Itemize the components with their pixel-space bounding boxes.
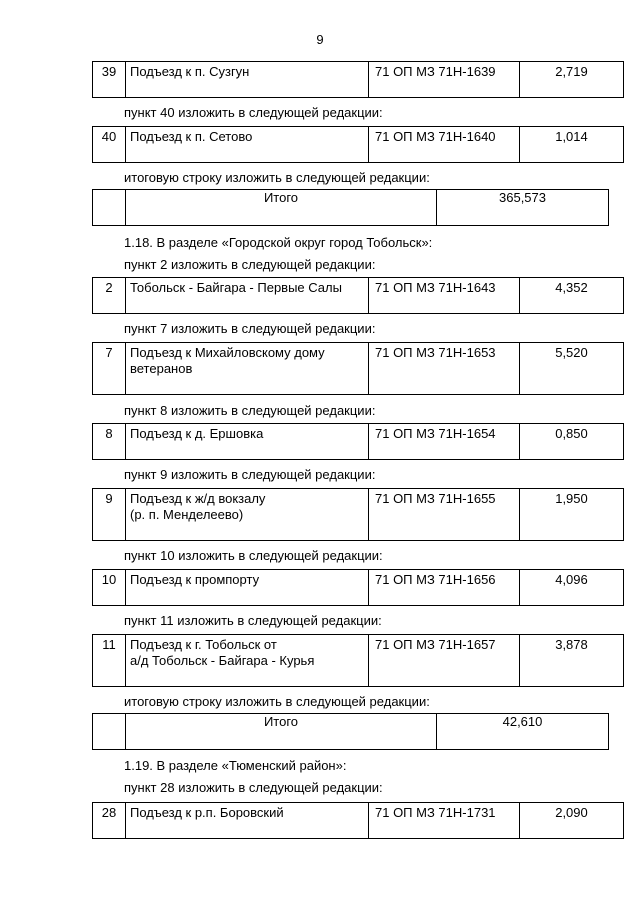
row-number-cell: 8 (93, 424, 126, 460)
table-row (93, 424, 624, 460)
road-name-cell (126, 278, 369, 314)
road-name-line: Подъезд к д. Ершовка (130, 426, 264, 441)
road-table (92, 569, 624, 606)
table-row (93, 570, 624, 606)
road-name-line: ветеранов (130, 361, 193, 376)
road-length-cell: 1,014 (520, 127, 624, 163)
row-number-cell: 39 (93, 62, 126, 98)
paragraph: пункт 10 изложить в следующей редакции: (124, 548, 383, 563)
road-code-cell: 71 ОП МЗ 71Н-1656 (369, 570, 520, 606)
paragraph: пункт 8 изложить в следующей редакции: (124, 403, 376, 418)
paragraph: 1.19. В разделе «Тюменский район»: (124, 758, 347, 773)
paragraph: итоговую строку изложить в следующей редакции: (124, 694, 430, 709)
road-length-cell: 3,878 (520, 635, 624, 687)
table-row (93, 803, 624, 839)
total-value: 365,573 (437, 190, 609, 226)
total-table (92, 189, 609, 226)
road-length-cell: 1,950 (520, 489, 624, 541)
road-name-line: а/д Тобольск - Байгара - Курья (130, 653, 315, 668)
total-table (92, 713, 609, 750)
road-code-cell: 71 ОП МЗ 71Н-1640 (369, 127, 520, 163)
road-name-line: Подъезд к п. Сузгун (130, 64, 250, 79)
road-table (92, 126, 624, 163)
total-label: Итого (126, 714, 437, 750)
table-row (93, 343, 624, 395)
road-length-cell: 5,520 (520, 343, 624, 395)
road-length-cell: 2,719 (520, 62, 624, 98)
road-length-cell: 4,096 (520, 570, 624, 606)
road-name-line: Подъезд к р.п. Боровский (130, 805, 284, 820)
paragraph: итоговую строку изложить в следующей редакции: (124, 170, 430, 185)
table-row (93, 127, 624, 163)
road-code-cell: 71 ОП МЗ 71Н-1657 (369, 635, 520, 687)
paragraph: пункт 7 изложить в следующей редакции: (124, 321, 376, 336)
road-name-cell (126, 570, 369, 606)
paragraph: пункт 2 изложить в следующей редакции: (124, 257, 376, 272)
total-value: 42,610 (437, 714, 609, 750)
road-name-line: Подъезд к промпорту (130, 572, 260, 587)
road-table (92, 423, 624, 460)
road-name-line: Подъезд к Михайловскому дому (130, 345, 325, 360)
road-name-cell (126, 803, 369, 839)
road-code-cell: 71 ОП МЗ 71Н-1654 (369, 424, 520, 460)
row-number-cell: 7 (93, 343, 126, 395)
table-row (93, 278, 624, 314)
road-table (92, 488, 624, 541)
row-number-cell: 9 (93, 489, 126, 541)
road-name-cell (126, 62, 369, 98)
road-name-cell (126, 127, 369, 163)
road-name-line: Подъезд к ж/д вокзалу (130, 491, 266, 506)
total-empty-cell (93, 714, 126, 750)
road-table (92, 61, 624, 98)
row-number-cell: 28 (93, 803, 126, 839)
total-row (93, 714, 609, 750)
road-code-cell: 71 ОП МЗ 71Н-1655 (369, 489, 520, 541)
paragraph: пункт 28 изложить в следующей редакции: (124, 780, 383, 795)
total-label: Итого (126, 190, 437, 226)
road-table (92, 634, 624, 687)
road-length-cell: 2,090 (520, 803, 624, 839)
row-number-cell: 11 (93, 635, 126, 687)
row-number-cell: 40 (93, 127, 126, 163)
road-code-cell: 71 ОП МЗ 71Н-1639 (369, 62, 520, 98)
road-code-cell: 71 ОП МЗ 71Н-1643 (369, 278, 520, 314)
road-table (92, 342, 624, 395)
road-name-line: Тобольск - Байгара - Первые Салы (130, 280, 342, 295)
paragraph: пункт 9 изложить в следующей редакции: (124, 467, 376, 482)
table-row (93, 62, 624, 98)
table-row (93, 489, 624, 541)
road-length-cell: 0,850 (520, 424, 624, 460)
road-name-line: (р. п. Менделеево) (130, 507, 244, 522)
page-number: 9 (316, 32, 324, 47)
paragraph: пункт 11 изложить в следующей редакции: (124, 613, 382, 628)
road-name-cell (126, 635, 369, 687)
road-name-line: Подъезд к п. Сетово (130, 129, 253, 144)
road-name-cell (126, 424, 369, 460)
road-code-cell: 71 ОП МЗ 71Н-1653 (369, 343, 520, 395)
road-name-cell (126, 489, 369, 541)
road-table (92, 802, 624, 839)
paragraph: 1.18. В разделе «Городской округ город Тобольск»: (124, 235, 433, 250)
paragraph: пункт 40 изложить в следующей редакции: (124, 105, 383, 120)
road-table (92, 277, 624, 314)
road-length-cell: 4,352 (520, 278, 624, 314)
road-name-line: Подъезд к г. Тобольск от (130, 637, 277, 652)
total-row (93, 190, 609, 226)
road-code-cell: 71 ОП МЗ 71Н-1731 (369, 803, 520, 839)
row-number-cell: 10 (93, 570, 126, 606)
road-name-cell (126, 343, 369, 395)
table-row (93, 635, 624, 687)
total-empty-cell (93, 190, 126, 226)
row-number-cell: 2 (93, 278, 126, 314)
